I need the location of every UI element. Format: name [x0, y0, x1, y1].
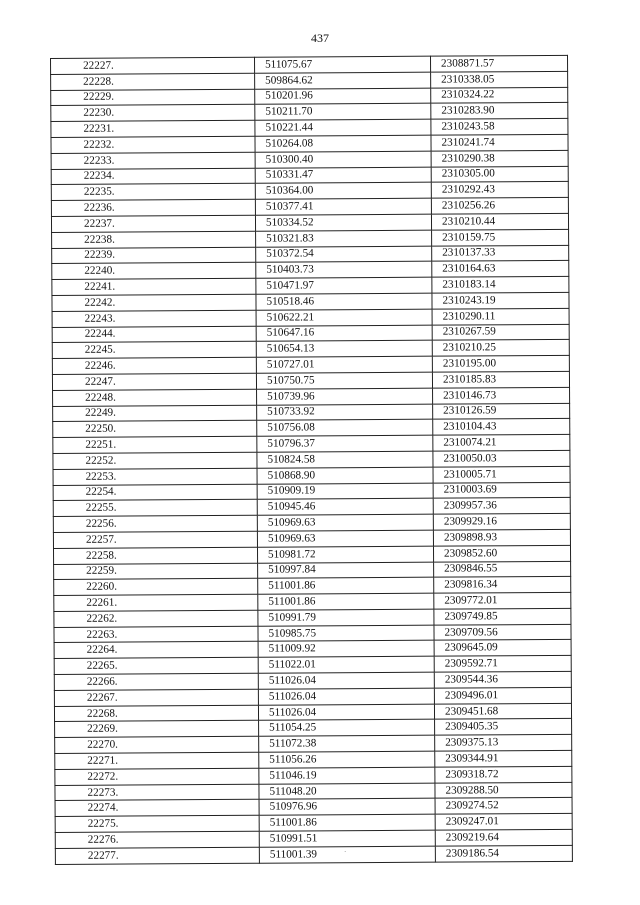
point-number-cell: 22231. — [51, 120, 255, 137]
x-coordinate-cell: 510334.52 — [255, 214, 431, 231]
y-coordinate-cell: 2310210.44 — [431, 213, 568, 230]
point-number-cell: 22249. — [53, 405, 257, 422]
y-coordinate-cell: 2309405.35 — [435, 719, 572, 736]
y-coordinate-cell: 2310146.73 — [433, 387, 570, 404]
point-number-cell: 22239. — [52, 247, 256, 264]
x-coordinate-cell: 510372.54 — [256, 246, 432, 263]
x-coordinate-cell: 510868.90 — [257, 467, 433, 484]
point-number-cell: 22272. — [55, 768, 259, 785]
point-number-cell: 22232. — [51, 136, 255, 153]
y-coordinate-cell: 2310241.74 — [431, 134, 568, 151]
x-coordinate-cell: 510364.00 — [255, 183, 431, 200]
point-number-cell: 22245. — [52, 342, 256, 359]
point-number-cell: 22257. — [53, 531, 257, 548]
x-coordinate-cell: 510471.97 — [256, 277, 432, 294]
y-coordinate-cell: 2310137.33 — [432, 245, 569, 262]
y-coordinate-cell: 2310290.11 — [432, 308, 569, 325]
point-number-cell: 22244. — [52, 326, 256, 343]
y-coordinate-cell: 2309816.34 — [434, 577, 571, 594]
y-coordinate-cell: 2309344.91 — [435, 750, 572, 767]
y-coordinate-cell: 2310195.00 — [432, 355, 569, 372]
y-coordinate-cell: 2309496.01 — [434, 687, 571, 704]
x-coordinate-cell: 510727.01 — [256, 356, 432, 373]
x-coordinate-cell: 511026.04 — [258, 704, 434, 721]
point-number-cell: 22267. — [54, 689, 258, 706]
x-coordinate-cell: 510201.96 — [255, 88, 431, 105]
point-number-cell: 22227. — [51, 57, 255, 74]
x-coordinate-cell: 510997.84 — [258, 562, 434, 579]
x-coordinate-cell: 511026.04 — [258, 688, 434, 705]
point-number-cell: 22256. — [53, 515, 257, 532]
x-coordinate-cell: 511001.86 — [259, 814, 435, 831]
x-coordinate-cell: 510824.58 — [257, 451, 433, 468]
x-coordinate-cell: 510969.63 — [257, 530, 433, 547]
point-number-cell: 22255. — [53, 500, 257, 517]
x-coordinate-cell: 510985.75 — [258, 625, 434, 642]
y-coordinate-cell: 2309772.01 — [434, 592, 571, 609]
x-coordinate-cell: 511075.67 — [254, 56, 430, 73]
y-coordinate-cell: 2309709.56 — [434, 624, 571, 641]
y-coordinate-cell: 2310305.00 — [431, 166, 568, 183]
point-number-cell: 22270. — [55, 737, 259, 754]
x-coordinate-cell: 510969.63 — [257, 514, 433, 531]
page-number: 437 — [311, 31, 329, 45]
x-coordinate-cell: 510321.83 — [256, 230, 432, 247]
point-number-cell: 22271. — [55, 752, 259, 769]
point-number-cell: 22242. — [52, 294, 256, 311]
point-number-cell: 22274. — [55, 800, 259, 817]
y-coordinate-cell: 2309929.16 — [433, 513, 570, 530]
y-coordinate-cell: 2309852.60 — [433, 545, 570, 562]
point-number-cell: 22238. — [52, 231, 256, 248]
y-coordinate-cell: 2309749.85 — [434, 608, 571, 625]
x-coordinate-cell: 511001.39 — [259, 846, 435, 863]
point-number-cell: 22240. — [52, 263, 256, 280]
point-number-cell: 22247. — [52, 373, 256, 390]
point-number-cell: 22229. — [51, 89, 255, 106]
coordinate-table — [50, 55, 573, 865]
x-coordinate-cell: 511022.01 — [258, 656, 434, 673]
x-coordinate-cell: 510796.37 — [257, 435, 433, 452]
point-number-cell: 22241. — [52, 278, 256, 295]
point-number-cell: 22262. — [54, 610, 258, 627]
point-number-cell: 22228. — [51, 73, 255, 90]
point-number-cell: 22230. — [51, 105, 255, 122]
y-coordinate-cell: 2310324.22 — [431, 87, 568, 104]
x-coordinate-cell: 510991.79 — [258, 609, 434, 626]
x-coordinate-cell: 511048.20 — [259, 783, 435, 800]
x-coordinate-cell: 510739.96 — [257, 388, 433, 405]
point-number-cell: 22264. — [54, 642, 258, 659]
point-number-cell: 22273. — [55, 784, 259, 801]
point-number-cell: 22246. — [52, 357, 256, 374]
y-coordinate-cell: 2309247.01 — [435, 814, 572, 831]
x-coordinate-cell: 510622.21 — [256, 309, 432, 326]
point-number-cell: 22269. — [55, 721, 259, 738]
y-coordinate-cell: 2310005.71 — [433, 466, 570, 483]
y-coordinate-cell: 2309219.64 — [435, 829, 572, 846]
x-coordinate-cell: 511046.19 — [259, 767, 435, 784]
y-coordinate-cell: 2310292.43 — [431, 182, 568, 199]
point-number-cell: 22263. — [54, 626, 258, 643]
point-number-cell: 22243. — [52, 310, 256, 327]
x-coordinate-cell: 509864.62 — [255, 72, 431, 89]
point-number-cell: 22253. — [53, 468, 257, 485]
point-number-cell: 22265. — [54, 658, 258, 675]
point-number-cell: 22258. — [53, 547, 257, 564]
x-coordinate-cell: 510300.40 — [255, 151, 431, 168]
y-coordinate-cell: 2309318.72 — [435, 766, 572, 783]
point-number-cell: 22236. — [51, 199, 255, 216]
y-coordinate-cell: 2310267.59 — [432, 324, 569, 341]
point-number-cell: 22276. — [55, 831, 259, 848]
x-coordinate-cell: 511054.25 — [259, 720, 435, 737]
y-coordinate-cell: 2310283.90 — [431, 103, 568, 120]
y-coordinate-cell: 2310164.63 — [432, 261, 569, 278]
x-coordinate-cell: 511009.92 — [258, 641, 434, 658]
x-coordinate-cell: 511001.86 — [258, 593, 434, 610]
point-number-cell: 22235. — [51, 184, 255, 201]
x-coordinate-cell: 510211.70 — [255, 104, 431, 121]
y-coordinate-cell: 2310338.05 — [431, 71, 568, 88]
y-coordinate-cell: 2310159.75 — [432, 229, 569, 246]
y-coordinate-cell: 2309451.68 — [434, 703, 571, 720]
y-coordinate-cell: 2308871.57 — [430, 55, 567, 72]
x-coordinate-cell: 510991.51 — [259, 830, 435, 847]
x-coordinate-cell: 511026.04 — [258, 672, 434, 689]
x-coordinate-cell: 510909.19 — [257, 483, 433, 500]
y-coordinate-cell: 2310003.69 — [433, 482, 570, 499]
x-coordinate-cell: 510403.73 — [256, 262, 432, 279]
y-coordinate-cell: 2310210.25 — [432, 340, 569, 357]
y-coordinate-cell: 2310243.19 — [432, 292, 569, 309]
point-number-cell: 22259. — [54, 563, 258, 580]
point-number-cell: 22251. — [53, 436, 257, 453]
point-number-cell: 22266. — [54, 673, 258, 690]
x-coordinate-cell: 511001.86 — [258, 577, 434, 594]
y-coordinate-cell: 2310050.03 — [433, 450, 570, 467]
y-coordinate-cell: 2309186.54 — [435, 845, 572, 862]
point-number-cell: 22261. — [54, 594, 258, 611]
x-coordinate-cell: 510647.16 — [256, 325, 432, 342]
x-coordinate-cell: 510981.72 — [257, 546, 433, 563]
scan-speck: · — [344, 848, 347, 856]
point-number-cell: 22254. — [53, 484, 257, 501]
y-coordinate-cell: 2310243.58 — [431, 119, 568, 136]
y-coordinate-cell: 2310185.83 — [432, 371, 569, 388]
y-coordinate-cell: 2309592.71 — [434, 656, 571, 673]
x-coordinate-cell: 510264.08 — [255, 135, 431, 152]
y-coordinate-cell: 2309846.55 — [434, 561, 571, 578]
point-number-cell: 22275. — [55, 815, 259, 832]
y-coordinate-cell: 2309898.93 — [433, 529, 570, 546]
y-coordinate-cell: 2310183.14 — [432, 276, 569, 293]
x-coordinate-cell: 510945.46 — [257, 498, 433, 515]
x-coordinate-cell: 511072.38 — [259, 735, 435, 752]
x-coordinate-cell: 510518.46 — [256, 293, 432, 310]
x-coordinate-cell: 510331.47 — [255, 167, 431, 184]
y-coordinate-cell: 2309288.50 — [435, 782, 572, 799]
y-coordinate-cell: 2309957.36 — [433, 498, 570, 515]
x-coordinate-cell: 510377.41 — [255, 198, 431, 215]
x-coordinate-cell: 510756.08 — [257, 419, 433, 436]
y-coordinate-cell: 2309645.09 — [434, 640, 571, 657]
point-number-cell: 22252. — [53, 452, 257, 469]
table-row — [55, 845, 572, 864]
y-coordinate-cell: 2310256.26 — [431, 198, 568, 215]
point-number-cell: 22233. — [51, 152, 255, 169]
x-coordinate-cell: 510750.75 — [256, 372, 432, 389]
point-number-cell: 22250. — [53, 421, 257, 438]
x-coordinate-cell: 510976.96 — [259, 799, 435, 816]
y-coordinate-cell: 2310074.21 — [433, 434, 570, 451]
y-coordinate-cell: 2310104.43 — [433, 419, 570, 436]
point-number-cell: 22248. — [53, 389, 257, 406]
y-coordinate-cell: 2309274.52 — [435, 798, 572, 815]
point-number-cell: 22277. — [55, 847, 259, 864]
x-coordinate-cell: 511056.26 — [259, 751, 435, 768]
y-coordinate-cell: 2309375.13 — [435, 735, 572, 752]
coordinate-table-body — [51, 55, 573, 864]
point-number-cell: 22268. — [54, 705, 258, 722]
x-coordinate-cell: 510221.44 — [255, 119, 431, 136]
x-coordinate-cell: 510733.92 — [257, 404, 433, 421]
point-number-cell: 22234. — [51, 168, 255, 185]
y-coordinate-cell: 2309544.36 — [434, 671, 571, 688]
y-coordinate-cell: 2310290.38 — [431, 150, 568, 167]
x-coordinate-cell: 510654.13 — [256, 341, 432, 358]
y-coordinate-cell: 2310126.59 — [433, 403, 570, 420]
point-number-cell: 22260. — [54, 579, 258, 596]
point-number-cell: 22237. — [51, 215, 255, 232]
